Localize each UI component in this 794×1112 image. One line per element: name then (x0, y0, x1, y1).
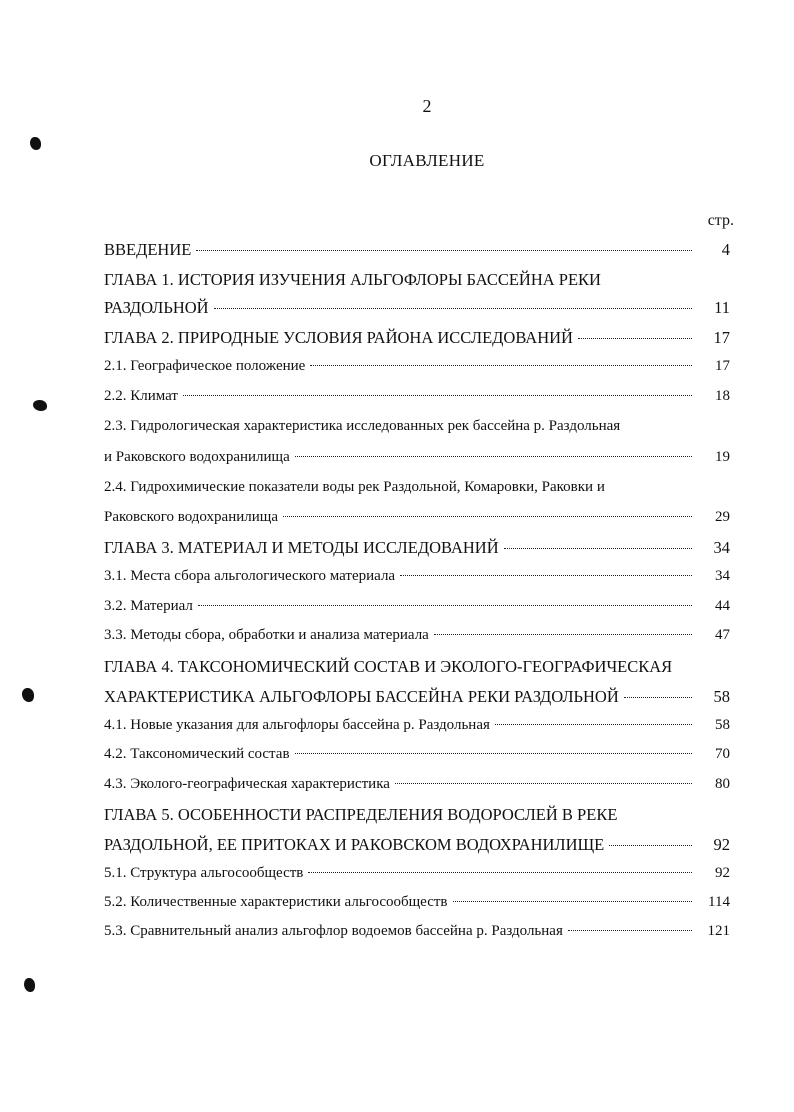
dot-leader (495, 724, 692, 725)
toc-entry-label: РАЗДОЛЬНОЙ, ЕЕ ПРИТОКАХ И РАКОВСКОМ ВОДОХРАНИЛИЩЕ (104, 835, 605, 854)
toc-entry-page: 18 (715, 388, 730, 404)
toc-entry (104, 687, 730, 707)
toc-entry (104, 328, 730, 348)
page-number: 2 (422, 96, 432, 116)
toc-entry (104, 538, 730, 558)
toc-entry (104, 568, 730, 585)
toc-entry (104, 835, 730, 855)
dot-leader (295, 753, 692, 754)
toc-entry (104, 865, 730, 882)
toc-entry-line: 2.4. Гидрохимические показатели воды рек Раздольной, Комаровки, Раковки и (104, 479, 605, 495)
dot-leader (568, 930, 692, 931)
dot-leader (400, 575, 692, 576)
page-column-header: стр. (707, 212, 734, 229)
dot-leader (578, 338, 692, 339)
toc-entry-label: ХАРАКТЕРИСТИКА АЛЬГОФЛОРЫ БАССЕЙНА РЕКИ РАЗДОЛЬНОЙ (104, 687, 619, 706)
toc-entry (104, 598, 730, 615)
dot-leader (310, 365, 692, 366)
toc-entry (104, 449, 730, 466)
dot-leader (504, 548, 692, 549)
toc-entry (104, 627, 730, 644)
toc-entry-label: 2.2. Климат (104, 388, 178, 404)
scan-speck (33, 400, 47, 411)
toc-entry-label: 3.2. Материал (104, 598, 193, 614)
toc-entry-page: 44 (715, 598, 730, 614)
scan-speck (22, 688, 34, 702)
toc-entry-label: 5.3. Сравнительный анализ альгофлор водоемов бассейна р. Раздольная (104, 923, 563, 939)
toc-entry-page: 47 (715, 627, 730, 643)
toc-entry-label: РАЗДОЛЬНОЙ (104, 298, 209, 317)
toc-entry-line: ГЛАВА 4. ТАКСОНОМИЧЕСКИЙ СОСТАВ И ЭКОЛОГО-ГЕОГРАФИЧЕСКАЯ (104, 657, 673, 676)
toc-entry (104, 509, 730, 526)
toc-entry-label: 3.3. Методы сбора, обработки и анализа материала (104, 627, 429, 643)
toc-entry-label: 4.2. Таксономический состав (104, 746, 290, 762)
toc-entry-label: ГЛАВА 2. ПРИРОДНЫЕ УСЛОВИЯ РАЙОНА ИССЛЕДОВАНИЙ (104, 328, 573, 347)
dot-leader (434, 634, 692, 635)
toc-entry-label: и Раковского водохранилища (104, 449, 290, 465)
toc-entry-label: 5.2. Количественные характеристики альгосообществ (104, 894, 448, 910)
toc-entry-page: 11 (714, 298, 730, 317)
toc-entry-page: 80 (715, 776, 730, 792)
toc-entry-page: 17 (713, 328, 730, 347)
toc-entry-page: 34 (715, 568, 730, 584)
toc-entry-page: 92 (713, 835, 730, 854)
dot-leader (283, 516, 692, 517)
toc-entry (104, 894, 730, 911)
dot-leader (308, 872, 692, 873)
toc-entry-page: 4 (721, 240, 730, 259)
toc-entry-label: Раковского водохранилища (104, 509, 278, 525)
toc-entry-label: 3.1. Места сбора альгологического материала (104, 568, 396, 584)
toc-entry (104, 923, 730, 940)
toc-entry-label: 5.1. Структура альгосообществ (104, 865, 304, 881)
toc-entry-page: 58 (715, 717, 730, 733)
toc-entry-line: ГЛАВА 5. ОСОБЕННОСТИ РАСПРЕДЕЛЕНИЯ ВОДОРОСЛЕЙ В РЕКЕ (104, 805, 618, 824)
page-title: ОГЛАВЛЕНИЕ (369, 151, 485, 170)
toc-entry-page: 114 (708, 894, 730, 910)
toc-entry (104, 746, 730, 763)
dot-leader (395, 783, 692, 784)
toc-entry-page: 34 (713, 538, 730, 557)
dot-leader (196, 250, 692, 251)
toc-entry (104, 717, 730, 734)
toc-entry-page: 121 (707, 923, 730, 939)
toc-entry-line: ГЛАВА 1. ИСТОРИЯ ИЗУЧЕНИЯ АЛЬГОФЛОРЫ БАССЕЙНА РЕКИ (104, 270, 601, 289)
toc-entry-page: 17 (715, 358, 730, 374)
toc-entry-label: 2.1. Географическое положение (104, 358, 306, 374)
toc-entry (104, 776, 730, 793)
toc-entry (104, 388, 730, 405)
dot-leader (295, 456, 692, 457)
dot-leader (198, 605, 692, 606)
toc-entry (104, 240, 730, 260)
toc-entry-page: 58 (713, 687, 730, 706)
scan-speck (30, 137, 41, 150)
dot-leader (183, 395, 692, 396)
toc-entry-label: 4.3. Эколого-географическая характеристика (104, 776, 390, 792)
toc-entry (104, 358, 730, 375)
toc-entry-label: 4.1. Новые указания для альгофлоры бассейна р. Раздольная (104, 717, 490, 733)
dot-leader (214, 308, 692, 309)
toc-entry-line: 2.3. Гидрологическая характеристика исследованных рек бассейна р. Раздольная (104, 418, 621, 434)
dot-leader (453, 901, 693, 902)
toc-entry-page: 19 (715, 449, 730, 465)
dot-leader (624, 697, 692, 698)
toc-entry-page: 29 (715, 509, 730, 525)
toc-entry-page: 70 (715, 746, 730, 762)
toc-entry (104, 298, 730, 318)
scan-speck (24, 978, 35, 992)
toc-entry-label: ГЛАВА 3. МАТЕРИАЛ И МЕТОДЫ ИССЛЕДОВАНИЙ (104, 538, 499, 557)
toc-entry-page: 92 (715, 865, 730, 881)
toc-entry-label: ВВЕДЕНИЕ (104, 240, 192, 259)
dot-leader (609, 845, 692, 846)
